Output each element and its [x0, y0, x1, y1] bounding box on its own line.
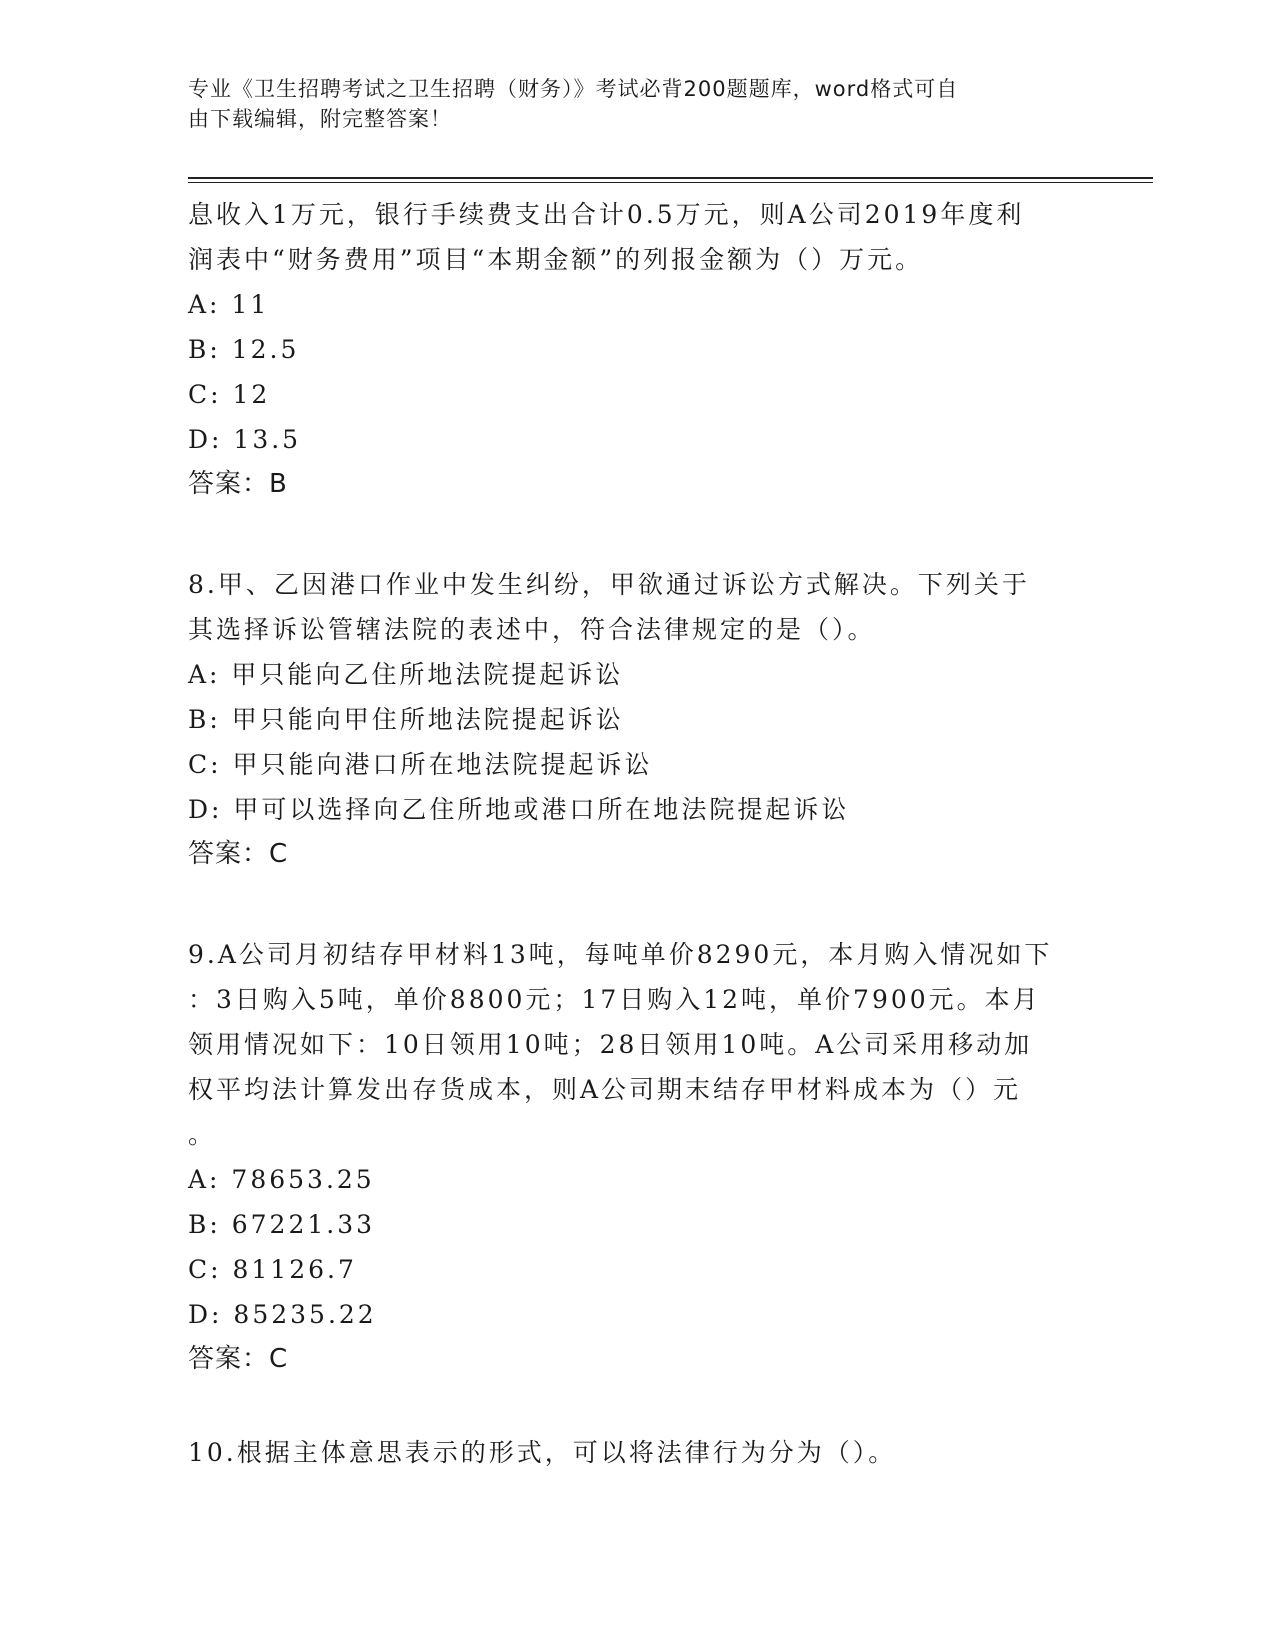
option-c: C: 12 [188, 380, 271, 409]
question-stem-line: 。 [188, 1120, 217, 1149]
question-stem-line: 润表中“财务费用”项目“本期金额”的列报金额为（）万元。 [188, 245, 924, 274]
answer-line: 答案：C [188, 839, 289, 869]
question-stem-line: 领用情况如下：10日领用10吨；28日领用10吨。A公司采用移动加 [188, 1030, 1033, 1059]
question-spacer [188, 507, 1088, 562]
question-stem-line: 权平均法计算发出存货成本，则A公司期末结存甲材料成本为（）元 [188, 1075, 1022, 1104]
question-stem-line: 8.甲、乙因港口作业中发生纠纷，甲欲通过诉讼方式解决。下列关于 [188, 570, 1030, 599]
question-10 [188, 1430, 1088, 1475]
question-stem-line: 息收入1万元，银行手续费支出合计0.5万元，则A公司2019年度利 [188, 200, 1025, 229]
option-b: B: 12.5 [188, 335, 300, 364]
option-c: C: 甲只能向港口所在地法院提起诉讼 [188, 750, 653, 779]
document-body [188, 192, 1088, 1475]
header-divider-thick [188, 177, 1153, 179]
header-line-1: 专业《卫生招聘考试之卫生招聘（财务）》考试必背200题题库，word格式可自 [188, 77, 959, 101]
question-stem-line: ：3日购入5吨，单价8800元；17日购入12吨，单价7900元。本月 [188, 985, 1041, 1014]
option-d: D: 85235.22 [188, 1300, 377, 1329]
answer-line: 答案：C [188, 1344, 289, 1374]
option-d: D: 甲可以选择向乙住所地或港口所在地法院提起诉讼 [188, 795, 850, 824]
document-header [188, 74, 1068, 134]
option-a: A: 11 [188, 290, 270, 319]
question-spacer [188, 1382, 1088, 1430]
header-line-2: 由下载编辑，附完整答案！ [188, 107, 452, 131]
option-a: A: 甲只能向乙住所地法院提起诉讼 [188, 660, 624, 689]
question-8 [188, 562, 1088, 877]
question-stem-line: 10.根据主体意思表示的形式，可以将法律行为分为（）。 [188, 1438, 897, 1467]
option-b: B: 甲只能向甲住所地法院提起诉讼 [188, 705, 624, 734]
option-d: D: 13.5 [188, 425, 302, 454]
option-c: C: 81126.7 [188, 1255, 357, 1284]
header-divider-thin [188, 182, 1153, 183]
question-stem-line: 9.A公司月初结存甲材料13吨，每吨单价8290元，本月购入情况如下 [188, 940, 1053, 969]
question-7 [188, 192, 1088, 507]
option-a: A: 78653.25 [188, 1165, 375, 1194]
question-9 [188, 932, 1088, 1382]
option-b: B: 67221.33 [188, 1210, 376, 1239]
answer-line: 答案：B [188, 469, 288, 499]
question-spacer [188, 877, 1088, 932]
question-stem-line: 其选择诉讼管辖法院的表述中，符合法律规定的是（）。 [188, 615, 876, 644]
